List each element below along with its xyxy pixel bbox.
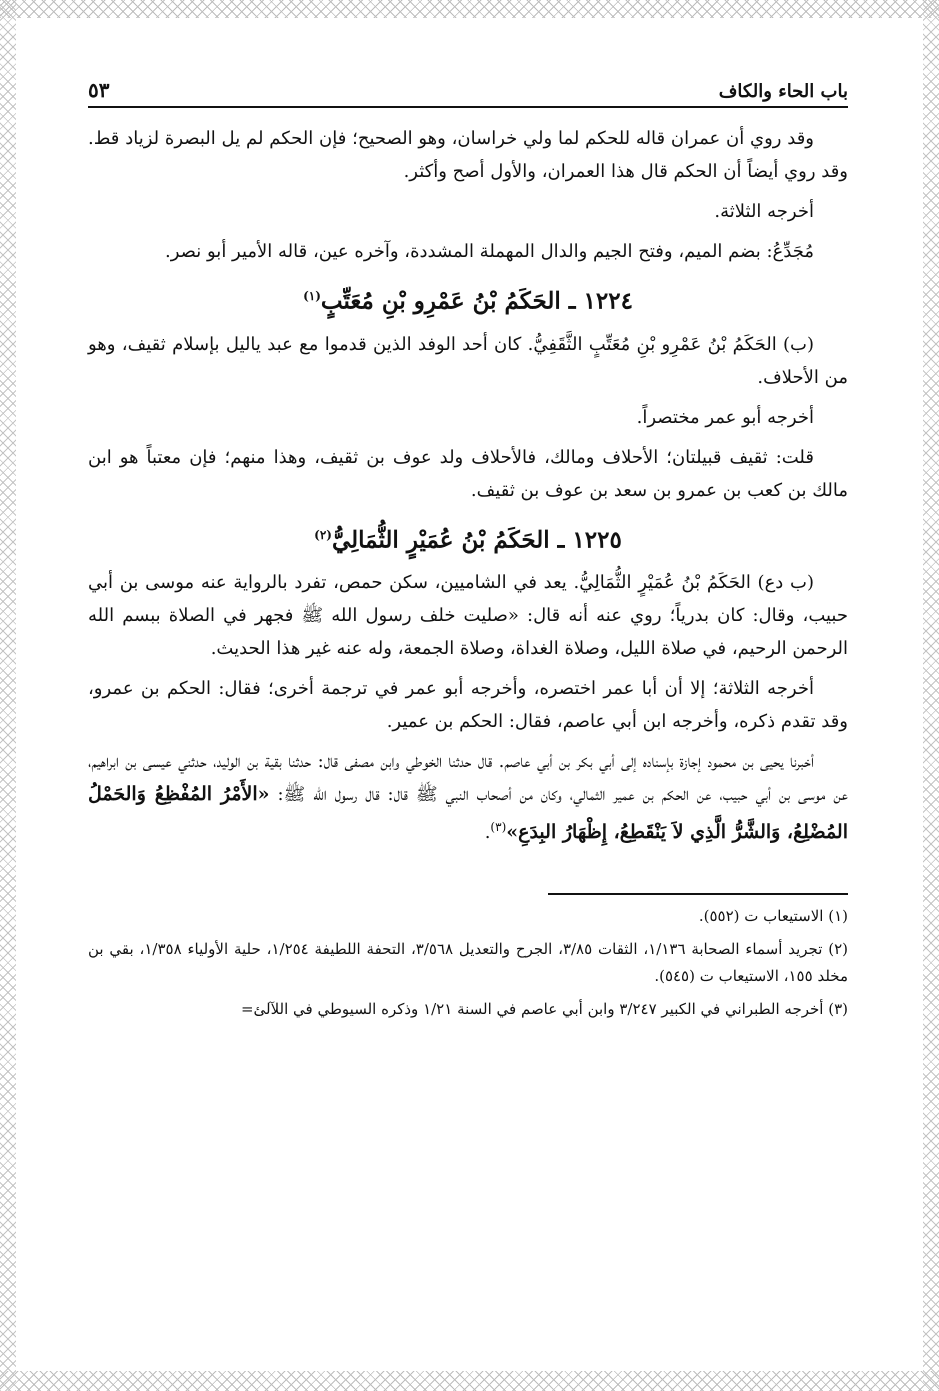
paragraph: أخبرنا يحيى بن محمود إجازة بإسناده إلى أبي بكر بن أبي عاصم. قال حدثنا الخوطي وابن مصفى قال: حدثنا بقية بن الوليد، حدثني عيسى بن ابراهيم، عن موسى بن أبي حبيب، عن الحكم بن عمير الثمالي، وكان من أصحاب النبي ﷺ قال: قال رسول الله ﷺ: «الأَمْرُ المُفْظِعُ وَالحَمْلُ المُضْلِعُ، وَالشَّرُّ الَّذِي لاَ يَنْقَطِعُ، إِظْهَارُ البِدَعِ»$^{(٣)}$.	[88, 751, 848, 844]
paragraph: قلت: ثقيف قبيلتان؛ الأحلاف ومالك، فالأحلاف ولد عوف بن ثقيف، وهذا منهم؛ فإن معتباً هو ابن مالك بن كعب بن عمرو بن سعد بن عوف بن ثقيف.	[88, 446, 848, 501]
footnote-separator	[548, 893, 848, 895]
paragraph: أخرجه الثلاثة؛ إلا أن أبا عمر اختصره، وأخرجه أبو عمر في ترجمة أخرى؛ فقال: الحكم بن عمرو، وقد تقدم ذكره، وأخرجه ابن أبي عاصم، فقال: الحكم بن عمير.	[88, 678, 848, 733]
footnote-ref: (٢)	[314, 527, 332, 542]
paragraph: أخرجه أبو عمر مختصراً.	[636, 406, 814, 428]
ornamental-border-left	[0, 0, 16, 1391]
running-header	[88, 72, 848, 108]
paragraph: أخرجه الثلاثة.	[714, 201, 814, 222]
entry-heading: ١٢٢٥ ـ الحَكَمُ بْنُ عُمَيْرٍ الثُّمَالِيُّ$^{(٢)}$	[314, 526, 622, 554]
paragraph: (ب دع) الحَكَمُ بْنُ عُمَيْرٍ الثُّمَالِيُّ. يعد في الشاميين، سكن حمص، تفرد بالرواية عنه موسى بن أبي حبيب، وقال: كان بدرياً؛ روي عنه أنه قال: «صليت خلف رسول الله ﷺ فجهر في الصلاة ببسم الله الرحمن الرحيم، في صلاة الليل، وصلاة الغداة، وصلاة الجمعة، وله عنه غير هذا الحديث.	[88, 572, 848, 660]
main-text	[88, 122, 848, 849]
footnote-ref: (٣)	[490, 820, 507, 835]
page-number: ٥٣	[88, 78, 110, 102]
footnote: (٣) أخرجه الطبراني في الكبير ٣/٢٤٧ وابن أبي عاصم في السنة ١/٢١ وذكره السيوطي في اللآلئ=	[240, 1000, 848, 1019]
paragraph: مُجَدِّعُ: بضم الميم، وفتح الجيم والدال المهملة المشددة، وآخره عين، قاله الأمير أبو نصر.	[165, 241, 814, 262]
chapter-title: باب الحاء والكاف	[718, 81, 848, 102]
footnote: (١) الاستيعاب ت (٥٥٢).	[698, 907, 848, 926]
ornamental-border-bottom	[0, 1371, 939, 1391]
hadith-quote: «الأَمْرُ المُفْظِعُ وَالحَمْلُ المُضْلِعُ، وَالشَّرُّ الَّذِي لاَ يَنْقَطِعُ، إِظْهَارُ البِدَعِ»	[88, 783, 848, 844]
footnote-ref: (١)	[303, 289, 321, 303]
footnotes	[88, 903, 848, 1023]
footnote: (٢) تجريد أسماء الصحابة ١/١٣٦، الثقات ٣/٨٥، الجرح والتعديل ٣/٥٦٨، التحفة اللطيفة ١/٢٥٤، حلية الأولياء ١/٣٥٨، بقي بن مخلد ١٥٥، الاستيعاب ت (٥٤٥).	[88, 940, 849, 986]
paragraph: وقد روي أن عمران قاله للحكم لما ولي خراسان، وهو الصحيح؛ فإن الحكم لم يل البصرة لزياد قط. وقد روي أيضاً أن الحكم قال هذا العمران، والأول أصح وأكثر.	[88, 128, 848, 182]
paragraph: (ب) الحَكَمُ بْنُ عَمْرِو بْنِ مُعَتِّبٍ الثَّقَفِيُّ. كان أحد الوفد الذين قدموا مع عبد ياليل بإسلام ثقيف، وهو من الأحلاف.	[88, 333, 848, 388]
book-page	[88, 72, 848, 1029]
entry-heading: ١٢٢٤ ـ الحَكَمُ بْنُ عَمْرِو بْنِ مُعَتِّبٍ$^{(١)}$	[303, 287, 633, 315]
hadith-chain: أخبرنا يحيى بن محمود إجازة بإسناده إلى أبي بكر بن أبي عاصم. قال حدثنا الخوطي وابن مصفى قال: حدثنا بقية بن الوليد، حدثني عيسى بن ابراهيم، عن موسى بن أبي حبيب، عن الحكم بن عمير الثمالي، وكان من أصحاب النبي ﷺ قال: قال رسول الله ﷺ:	[88, 751, 848, 806]
ornamental-border-top	[0, 0, 939, 18]
ornamental-border-right	[923, 0, 939, 1391]
